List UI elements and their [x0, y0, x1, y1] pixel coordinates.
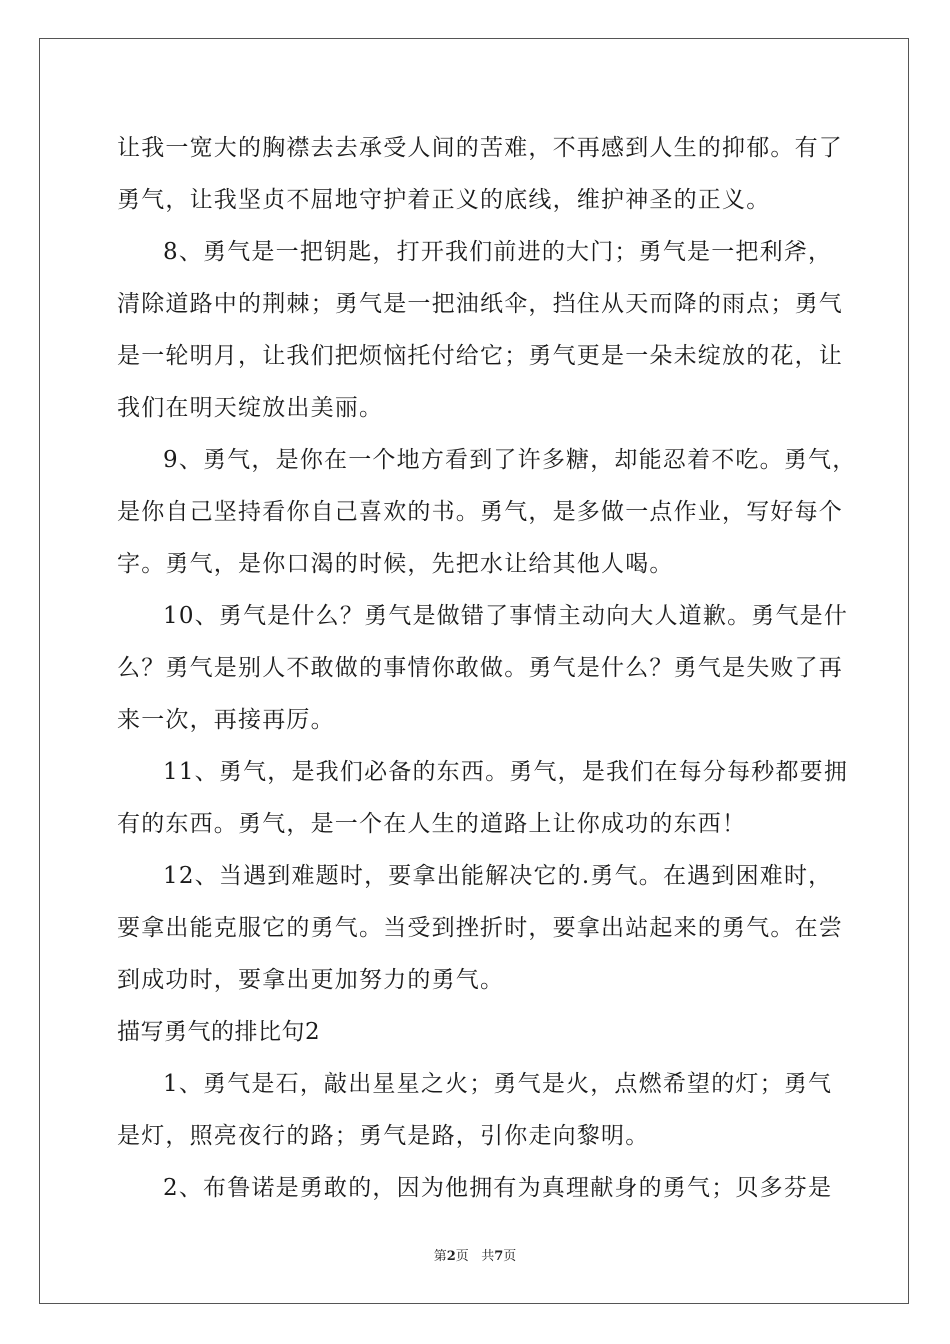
text-line: 12、当遇到难题时，要拿出能解决它的.勇气。在遇到困难时， — [163, 863, 833, 889]
text-line: 10、勇气是什么？勇气是做错了事情主动向大人道歉。勇气是什 — [163, 603, 849, 629]
document-body — [117, 122, 857, 1214]
text-line: 到成功时，要拿出更加努力的勇气。 — [117, 967, 505, 993]
text-line: 2、布鲁诺是勇敢的，因为他拥有为真理献身的勇气；贝多芬是 — [163, 1175, 833, 1201]
page-suffix: 页 — [455, 1249, 469, 1264]
text-line: 勇气，让我坚贞不屈地守护着正义的底线，维护神圣的正义。 — [117, 187, 771, 213]
text-line: 9、勇气，是你在一个地方看到了许多糖，却能忍着不吃。勇气， — [163, 447, 857, 473]
text-line: 字。勇气，是你口渴的时候，先把水让给其他人喝。 — [117, 551, 674, 577]
page-prefix: 第 — [433, 1249, 447, 1264]
text-line: 清除道路中的荆棘；勇气是一把油纸伞，挡住从天而降的雨点；勇气 — [117, 291, 843, 317]
current-page-number: 2 — [446, 1249, 456, 1264]
total-suffix: 页 — [503, 1249, 517, 1264]
total-prefix: 共 — [481, 1249, 495, 1264]
text-line: 是一轮明月，让我们把烦恼托付给它；勇气更是一朵未绽放的花，让 — [117, 343, 843, 369]
section-heading: 描写勇气的排比句2 — [117, 1019, 321, 1045]
text-line: 1、勇气是石，敲出星星之火；勇气是火，点燃希望的灯；勇气 — [163, 1071, 833, 1097]
text-line: 是灯，照亮夜行的路；勇气是路，引你走向黎明。 — [117, 1123, 650, 1149]
text-line: 8、勇气是一把钥匙，打开我们前进的大门；勇气是一把利斧， — [163, 239, 833, 265]
text-line: 有的东西。勇气，是一个在人生的道路上让你成功的东西！ — [117, 811, 747, 837]
text-line: 来一次，再接再厉。 — [117, 707, 335, 733]
text-line: 要拿出能克服它的勇气。当受到挫折时，要拿出站起来的勇气。在尝 — [117, 915, 843, 941]
text-line: 11、勇气，是我们必备的东西。勇气，是我们在每分每秒都要拥 — [163, 759, 849, 785]
total-pages-number: 7 — [494, 1249, 504, 1264]
page-footer — [0, 1245, 950, 1264]
text-line: 是你自己坚持看你自己喜欢的书。勇气，是多做一点作业，写好每个 — [117, 499, 843, 525]
text-line: 我们在明天绽放出美丽。 — [117, 395, 384, 421]
text-line: 么？勇气是别人不敢做的事情你敢做。勇气是什么？勇气是失败了再 — [117, 655, 843, 681]
text-line: 让我一宽大的胸襟去去承受人间的苦难，不再感到人生的抑郁。有了 — [117, 135, 843, 161]
